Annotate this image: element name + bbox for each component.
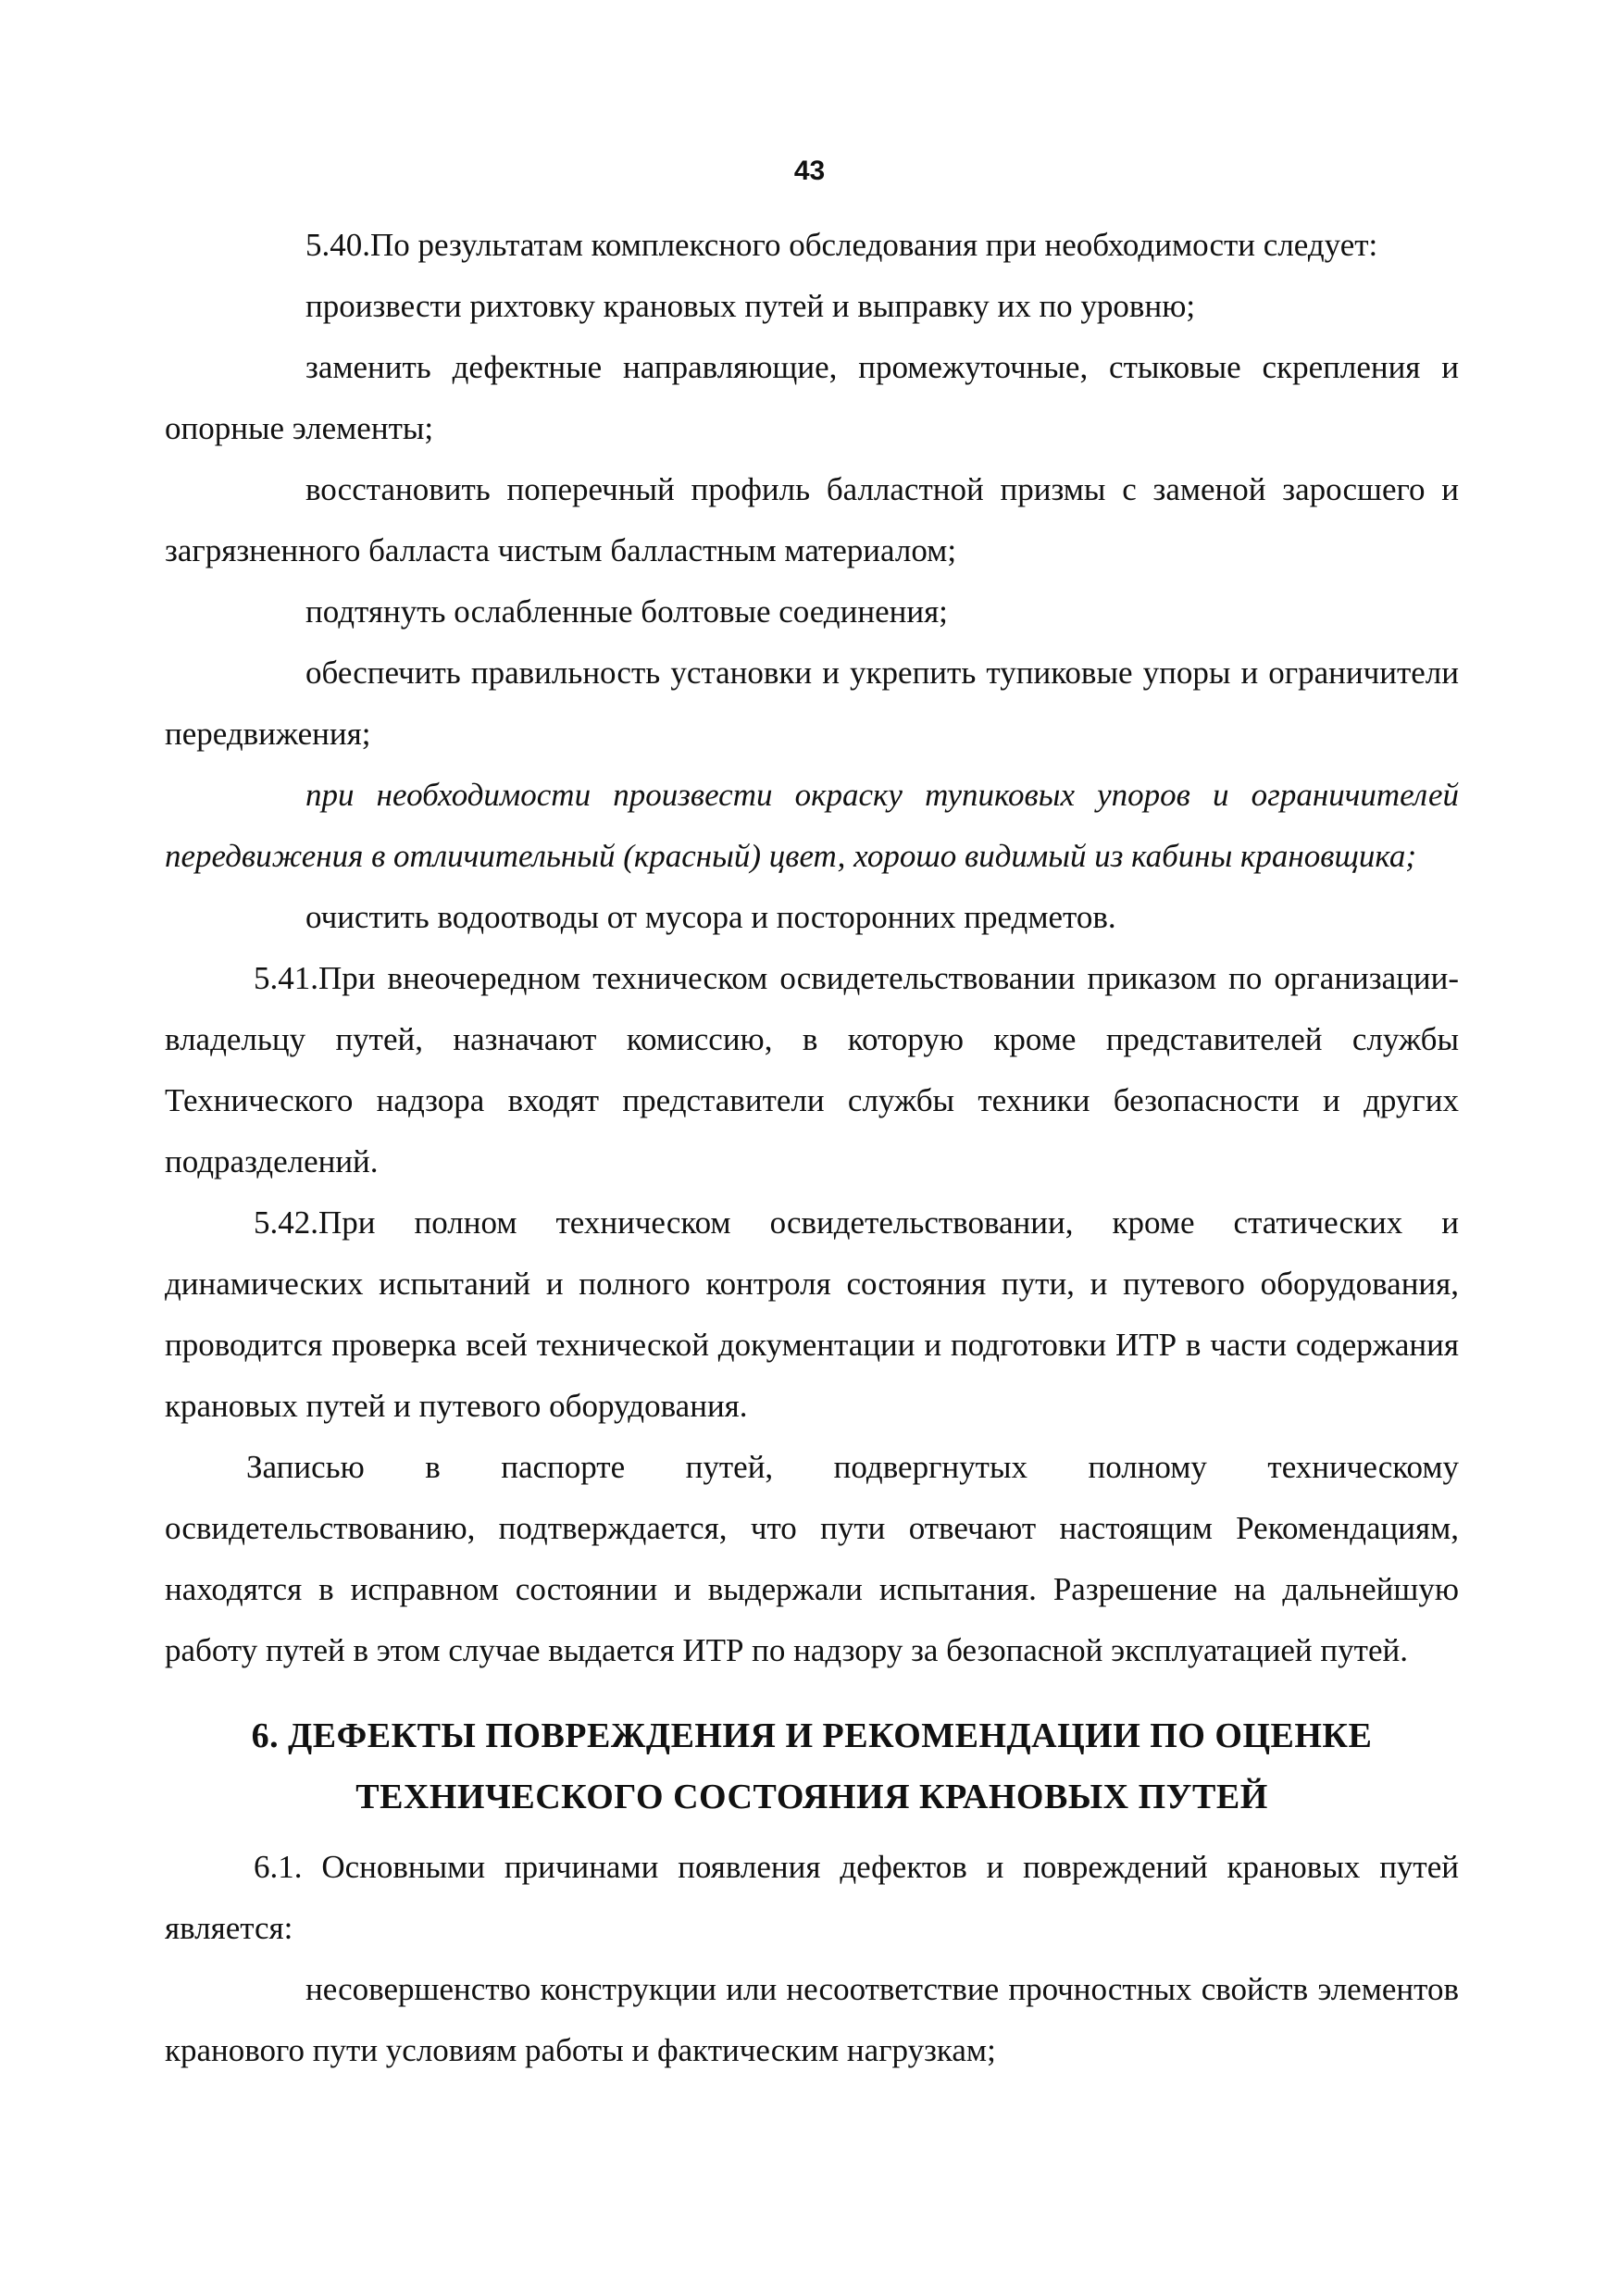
list-item: подтянуть ослабленные болтовые соединения; — [305, 593, 948, 630]
list-item: восстановить поперечный профиль балластной призмы с заменой заросшего и загрязненного балласта чистым балластным материалом; — [165, 471, 1459, 568]
paragraph-5-40: 5.40.По результатам комплексного обследования при необходимости следует: — [305, 227, 1378, 263]
list-item: обеспечить правильность установки и укрепить тупиковые упоры и ограничители передвижения; — [165, 655, 1459, 752]
list-item: произвести рихтовку крановых путей и выправку их по уровню; — [305, 288, 1196, 324]
page-number: 43 — [793, 156, 826, 186]
page-content — [165, 215, 1459, 2081]
list-item: несовершенство конструкции или несоответствие прочностных свойств элементов кранового пути условиям работы и фактическим нагрузкам; — [165, 1971, 1459, 2068]
list-item: очистить водоотводы от мусора и посторонних предметов. — [305, 899, 1116, 935]
section-heading-line-1: 6. ДЕФЕКТЫ ПОВРЕЖДЕНИЯ И РЕКОМЕНДАЦИИ ПО ОЦЕНКЕ — [251, 1716, 1373, 1755]
list-item: при необходимости произвести окраску тупиковых упоров и ограничителей передвижения в отличительный (красный) цвет, хорошо видимый из кабины крановщика; — [165, 777, 1459, 874]
paragraph-5-42: 5.42.При полном техническом освидетельствовании, кроме статических и динамических испытаний и полного контроля состояния пути, и путевого оборудования, проводится проверка всей технической документации и подготовки ИТР в части содержания крановых путей и путевого оборудования. — [165, 1204, 1459, 1424]
section-heading — [165, 1705, 1459, 1828]
section-heading-line-2: ТЕХНИЧЕСКОГО СОСТОЯНИЯ КРАНОВЫХ ПУТЕЙ — [355, 1778, 1268, 1816]
paragraph-passport-record: Записью в паспорте путей, подвергнутых полному техническому освидетельствованию, подтверждается, что пути отвечают настоящим Рекомендациям, находятся в исправном состоянии и выдержали испытания. Разрешение на дальнейшую работу путей в этом случае выдается ИТР по надзору за безопасной эксплуатацией путей. — [165, 1449, 1459, 1668]
list-item: заменить дефектные направляющие, промежуточные, стыковые скрепления и опорные элементы; — [165, 349, 1459, 446]
paragraph-5-41: 5.41.При внеочередном техническом освидетельствовании приказом по организации-владельцу путей, назначают комиссию, в которую кроме представителей службы Технического надзора входят представители службы техники безопасности и других подразделений. — [165, 960, 1459, 1179]
paragraph-6-1: 6.1. Основными причинами появления дефектов и повреждений крановых путей является: — [165, 1849, 1459, 1946]
